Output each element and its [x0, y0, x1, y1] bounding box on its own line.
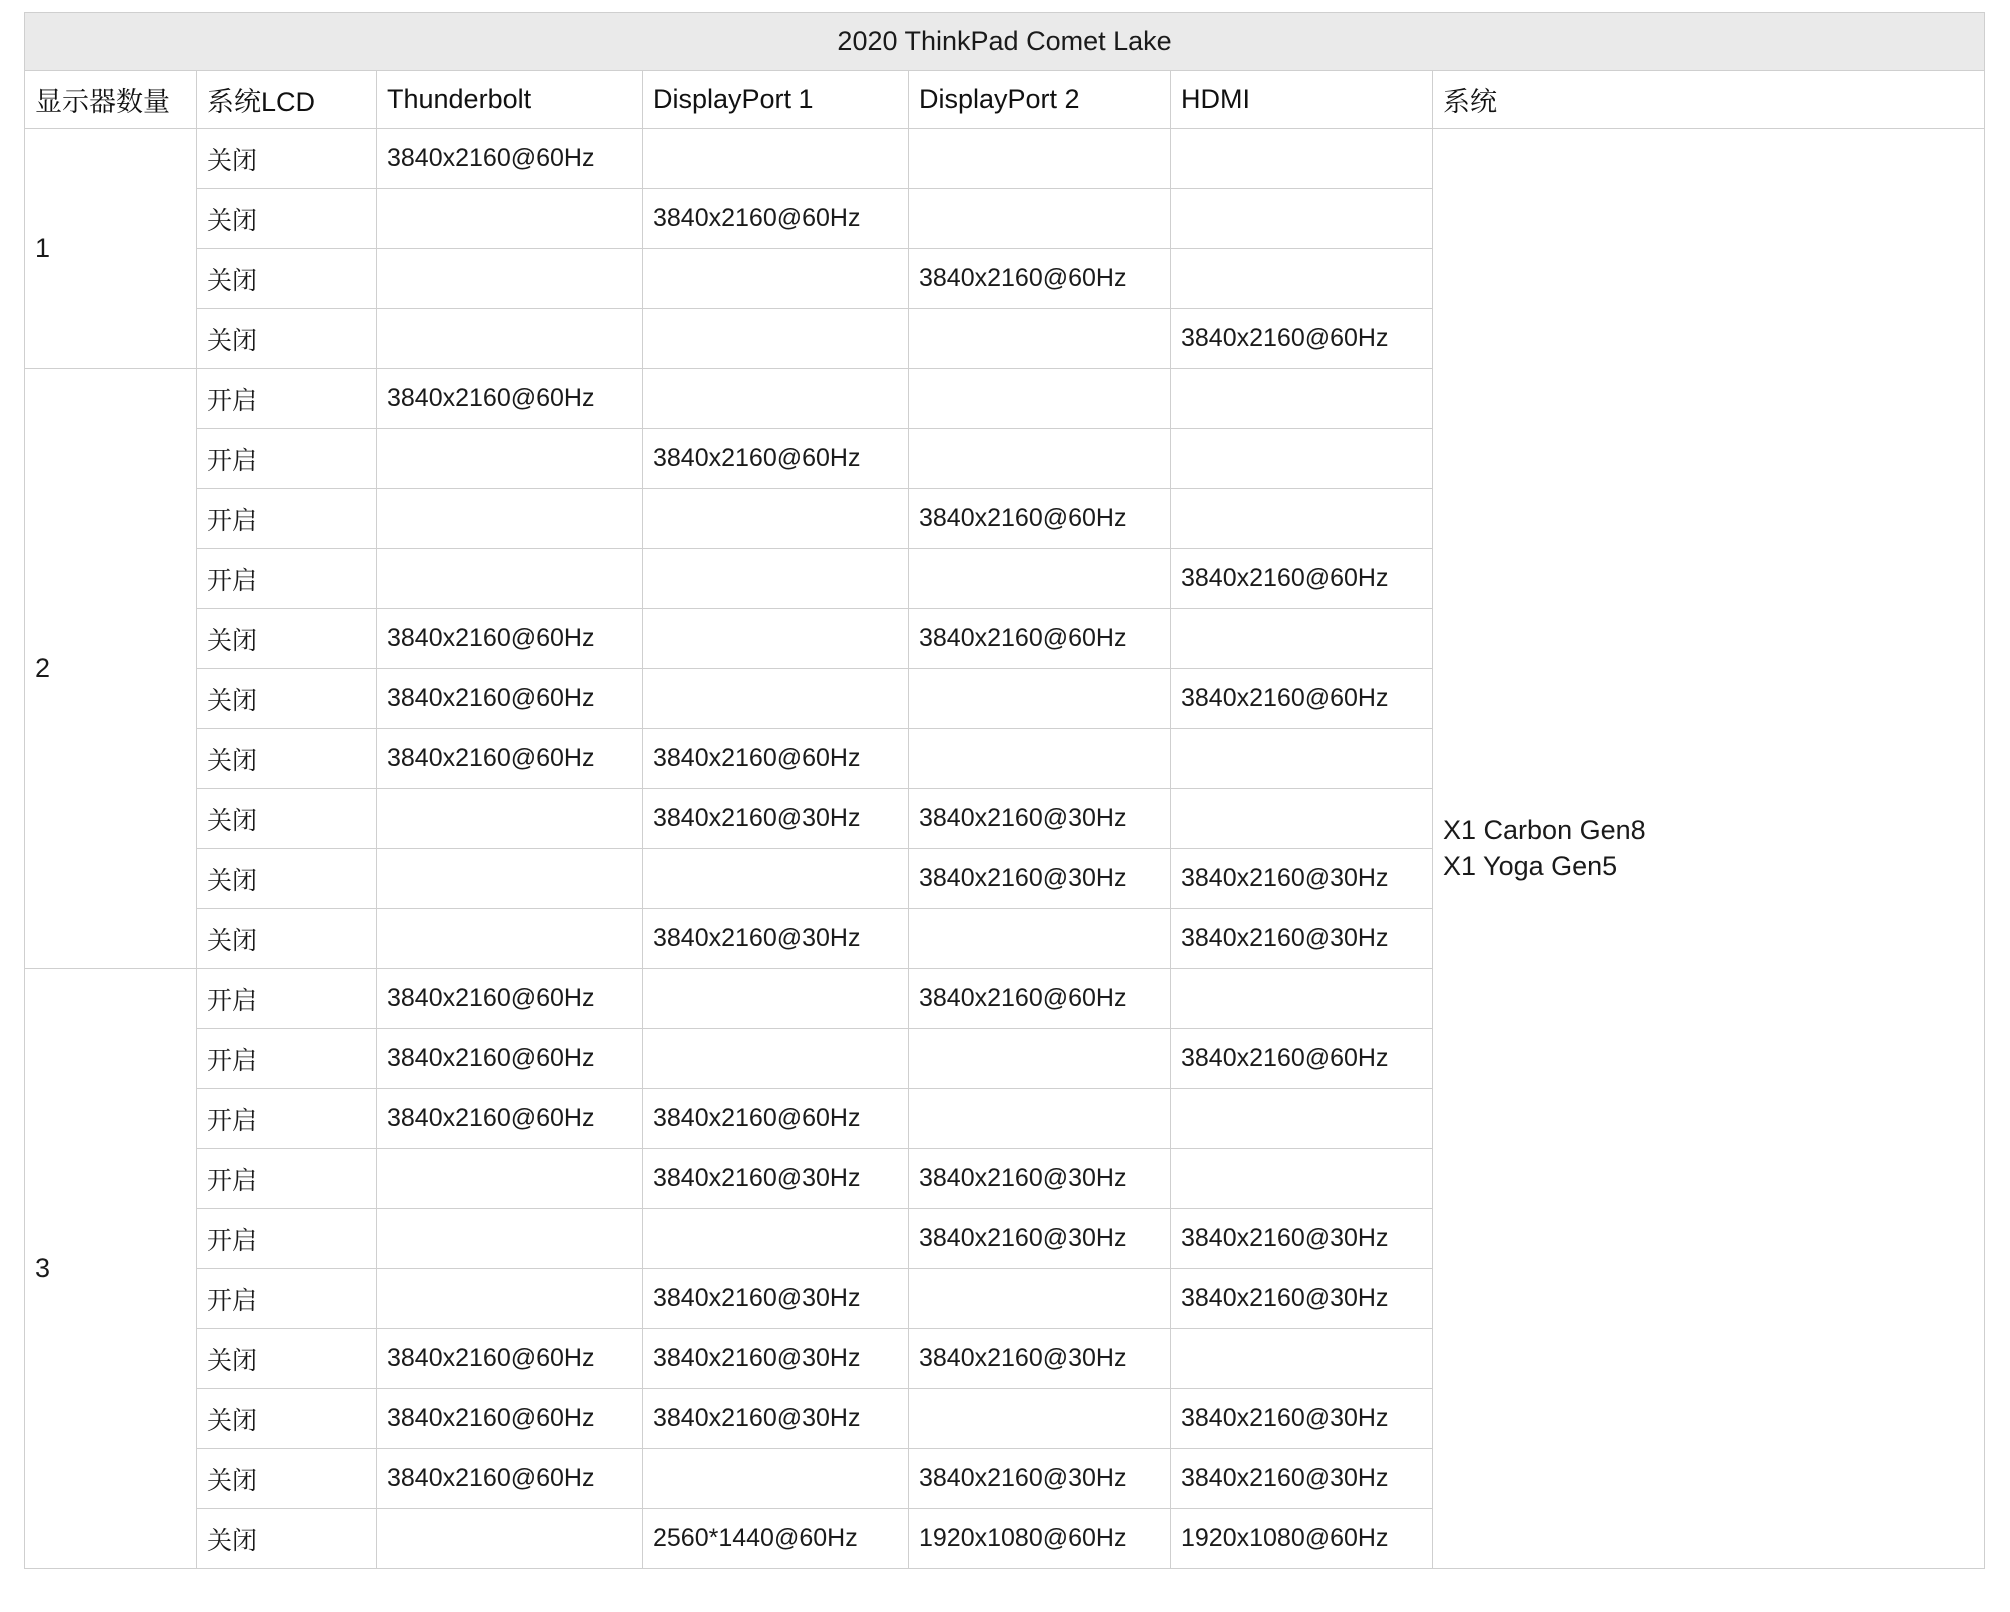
displayport-2-cell — [909, 369, 1171, 429]
displayport-1-cell: 3840x2160@60Hz — [643, 189, 909, 249]
displayport-1-cell — [643, 249, 909, 309]
displayport-2-cell: 3840x2160@30Hz — [909, 1329, 1171, 1389]
displayport-1-cell: 3840x2160@30Hz — [643, 789, 909, 849]
displayport-1-cell — [643, 609, 909, 669]
lcd-state-cell: 关闭 — [197, 849, 377, 909]
lcd-state-cell: 开启 — [197, 549, 377, 609]
lcd-state-cell: 开启 — [197, 1269, 377, 1329]
displayport-1-cell: 2560*1440@60Hz — [643, 1509, 909, 1569]
lcd-state-cell: 关闭 — [197, 789, 377, 849]
thunderbolt-cell — [377, 189, 643, 249]
thunderbolt-cell — [377, 1269, 643, 1329]
displayport-1-cell: 3840x2160@30Hz — [643, 1389, 909, 1449]
table-title: 2020 ThinkPad Comet Lake — [25, 13, 1985, 71]
displayport-1-cell — [643, 1209, 909, 1269]
monitor-count-cell: 3 — [25, 969, 197, 1569]
lcd-state-cell: 开启 — [197, 969, 377, 1029]
hdmi-cell — [1171, 969, 1433, 1029]
hdmi-cell: 3840x2160@30Hz — [1171, 1389, 1433, 1449]
monitor-count-cell: 1 — [25, 129, 197, 369]
displayport-1-cell — [643, 489, 909, 549]
thunderbolt-cell: 3840x2160@60Hz — [377, 369, 643, 429]
column-header-displayport-1: DisplayPort 1 — [643, 71, 909, 129]
thunderbolt-cell — [377, 1149, 643, 1209]
monitor-count-cell: 2 — [25, 369, 197, 969]
column-header-monitor-count: 显示器数量 — [25, 71, 197, 129]
displayport-2-cell — [909, 909, 1171, 969]
lcd-state-cell: 开启 — [197, 1029, 377, 1089]
displayport-1-cell — [643, 669, 909, 729]
lcd-state-cell: 关闭 — [197, 909, 377, 969]
hdmi-cell: 1920x1080@60Hz — [1171, 1509, 1433, 1569]
displayport-2-cell — [909, 549, 1171, 609]
displayport-2-cell: 3840x2160@30Hz — [909, 1209, 1171, 1269]
thunderbolt-cell — [377, 489, 643, 549]
displayport-2-cell: 3840x2160@60Hz — [909, 249, 1171, 309]
lcd-state-cell: 关闭 — [197, 129, 377, 189]
hdmi-cell: 3840x2160@60Hz — [1171, 549, 1433, 609]
lcd-state-cell: 关闭 — [197, 729, 377, 789]
displayport-2-cell — [909, 1269, 1171, 1329]
table-row — [25, 129, 1985, 189]
thunderbolt-cell — [377, 1509, 643, 1569]
hdmi-cell — [1171, 729, 1433, 789]
thunderbolt-cell: 3840x2160@60Hz — [377, 1089, 643, 1149]
displayport-2-cell — [909, 309, 1171, 369]
lcd-state-cell: 关闭 — [197, 189, 377, 249]
hdmi-cell — [1171, 609, 1433, 669]
displayport-1-cell: 3840x2160@30Hz — [643, 909, 909, 969]
hdmi-cell — [1171, 789, 1433, 849]
thunderbolt-cell — [377, 909, 643, 969]
hdmi-cell — [1171, 489, 1433, 549]
lcd-state-cell: 关闭 — [197, 1509, 377, 1569]
displayport-1-cell — [643, 129, 909, 189]
thunderbolt-cell — [377, 1209, 643, 1269]
thunderbolt-cell: 3840x2160@60Hz — [377, 1329, 643, 1389]
displayport-1-cell: 3840x2160@30Hz — [643, 1329, 909, 1389]
displayport-2-cell — [909, 129, 1171, 189]
displayport-1-cell — [643, 849, 909, 909]
displayport-1-cell: 3840x2160@60Hz — [643, 1089, 909, 1149]
system-models-cell: X1 Carbon Gen8 X1 Yoga Gen5 — [1433, 129, 1985, 1569]
table-title-row — [25, 13, 1985, 71]
displayport-2-cell: 3840x2160@30Hz — [909, 1149, 1171, 1209]
display-support-table — [24, 12, 1985, 1569]
displayport-2-cell — [909, 429, 1171, 489]
displayport-2-cell: 3840x2160@30Hz — [909, 789, 1171, 849]
hdmi-cell: 3840x2160@60Hz — [1171, 669, 1433, 729]
lcd-state-cell: 关闭 — [197, 609, 377, 669]
thunderbolt-cell — [377, 789, 643, 849]
thunderbolt-cell: 3840x2160@60Hz — [377, 669, 643, 729]
lcd-state-cell: 开启 — [197, 1209, 377, 1269]
thunderbolt-cell — [377, 309, 643, 369]
displayport-1-cell — [643, 309, 909, 369]
thunderbolt-cell: 3840x2160@60Hz — [377, 129, 643, 189]
displayport-2-cell: 3840x2160@30Hz — [909, 1449, 1171, 1509]
thunderbolt-cell: 3840x2160@60Hz — [377, 729, 643, 789]
table-header-row — [25, 71, 1985, 129]
hdmi-cell: 3840x2160@60Hz — [1171, 1029, 1433, 1089]
displayport-2-cell: 3840x2160@30Hz — [909, 849, 1171, 909]
displayport-2-cell — [909, 1089, 1171, 1149]
thunderbolt-cell: 3840x2160@60Hz — [377, 609, 643, 669]
hdmi-cell: 3840x2160@30Hz — [1171, 1449, 1433, 1509]
displayport-1-cell — [643, 1449, 909, 1509]
hdmi-cell — [1171, 129, 1433, 189]
hdmi-cell — [1171, 429, 1433, 489]
displayport-2-cell — [909, 189, 1171, 249]
lcd-state-cell: 关闭 — [197, 1449, 377, 1509]
lcd-state-cell: 关闭 — [197, 249, 377, 309]
hdmi-cell — [1171, 249, 1433, 309]
hdmi-cell: 3840x2160@30Hz — [1171, 1209, 1433, 1269]
thunderbolt-cell: 3840x2160@60Hz — [377, 1389, 643, 1449]
column-header-hdmi: HDMI — [1171, 71, 1433, 129]
column-header-thunderbolt: Thunderbolt — [377, 71, 643, 129]
displayport-1-cell: 3840x2160@30Hz — [643, 1149, 909, 1209]
displayport-2-cell — [909, 729, 1171, 789]
hdmi-cell: 3840x2160@30Hz — [1171, 1269, 1433, 1329]
lcd-state-cell: 关闭 — [197, 309, 377, 369]
hdmi-cell — [1171, 1089, 1433, 1149]
displayport-1-cell — [643, 369, 909, 429]
displayport-1-cell — [643, 1029, 909, 1089]
displayport-1-cell: 3840x2160@60Hz — [643, 429, 909, 489]
lcd-state-cell: 关闭 — [197, 1329, 377, 1389]
lcd-state-cell: 关闭 — [197, 1389, 377, 1449]
displayport-1-cell: 3840x2160@60Hz — [643, 729, 909, 789]
displayport-1-cell — [643, 549, 909, 609]
table-body — [25, 13, 1985, 1569]
hdmi-cell: 3840x2160@60Hz — [1171, 309, 1433, 369]
thunderbolt-cell — [377, 849, 643, 909]
thunderbolt-cell: 3840x2160@60Hz — [377, 1029, 643, 1089]
displayport-2-cell: 3840x2160@60Hz — [909, 489, 1171, 549]
hdmi-cell: 3840x2160@30Hz — [1171, 909, 1433, 969]
column-header-system: 系统 — [1433, 71, 1985, 129]
thunderbolt-cell: 3840x2160@60Hz — [377, 1449, 643, 1509]
lcd-state-cell: 开启 — [197, 1149, 377, 1209]
hdmi-cell — [1171, 189, 1433, 249]
hdmi-cell: 3840x2160@30Hz — [1171, 849, 1433, 909]
column-header-system-lcd: 系统LCD — [197, 71, 377, 129]
thunderbolt-cell — [377, 549, 643, 609]
displayport-2-cell: 3840x2160@60Hz — [909, 609, 1171, 669]
displayport-2-cell — [909, 1029, 1171, 1089]
displayport-2-cell: 3840x2160@60Hz — [909, 969, 1171, 1029]
displayport-2-cell: 1920x1080@60Hz — [909, 1509, 1171, 1569]
displayport-2-cell — [909, 669, 1171, 729]
thunderbolt-cell — [377, 249, 643, 309]
lcd-state-cell: 开启 — [197, 429, 377, 489]
thunderbolt-cell: 3840x2160@60Hz — [377, 969, 643, 1029]
lcd-state-cell: 开启 — [197, 489, 377, 549]
column-header-displayport-2: DisplayPort 2 — [909, 71, 1171, 129]
hdmi-cell — [1171, 1149, 1433, 1209]
displayport-1-cell — [643, 969, 909, 1029]
lcd-state-cell: 开启 — [197, 369, 377, 429]
displayport-2-cell — [909, 1389, 1171, 1449]
lcd-state-cell: 开启 — [197, 1089, 377, 1149]
displayport-1-cell: 3840x2160@30Hz — [643, 1269, 909, 1329]
hdmi-cell — [1171, 369, 1433, 429]
thunderbolt-cell — [377, 429, 643, 489]
hdmi-cell — [1171, 1329, 1433, 1389]
lcd-state-cell: 关闭 — [197, 669, 377, 729]
